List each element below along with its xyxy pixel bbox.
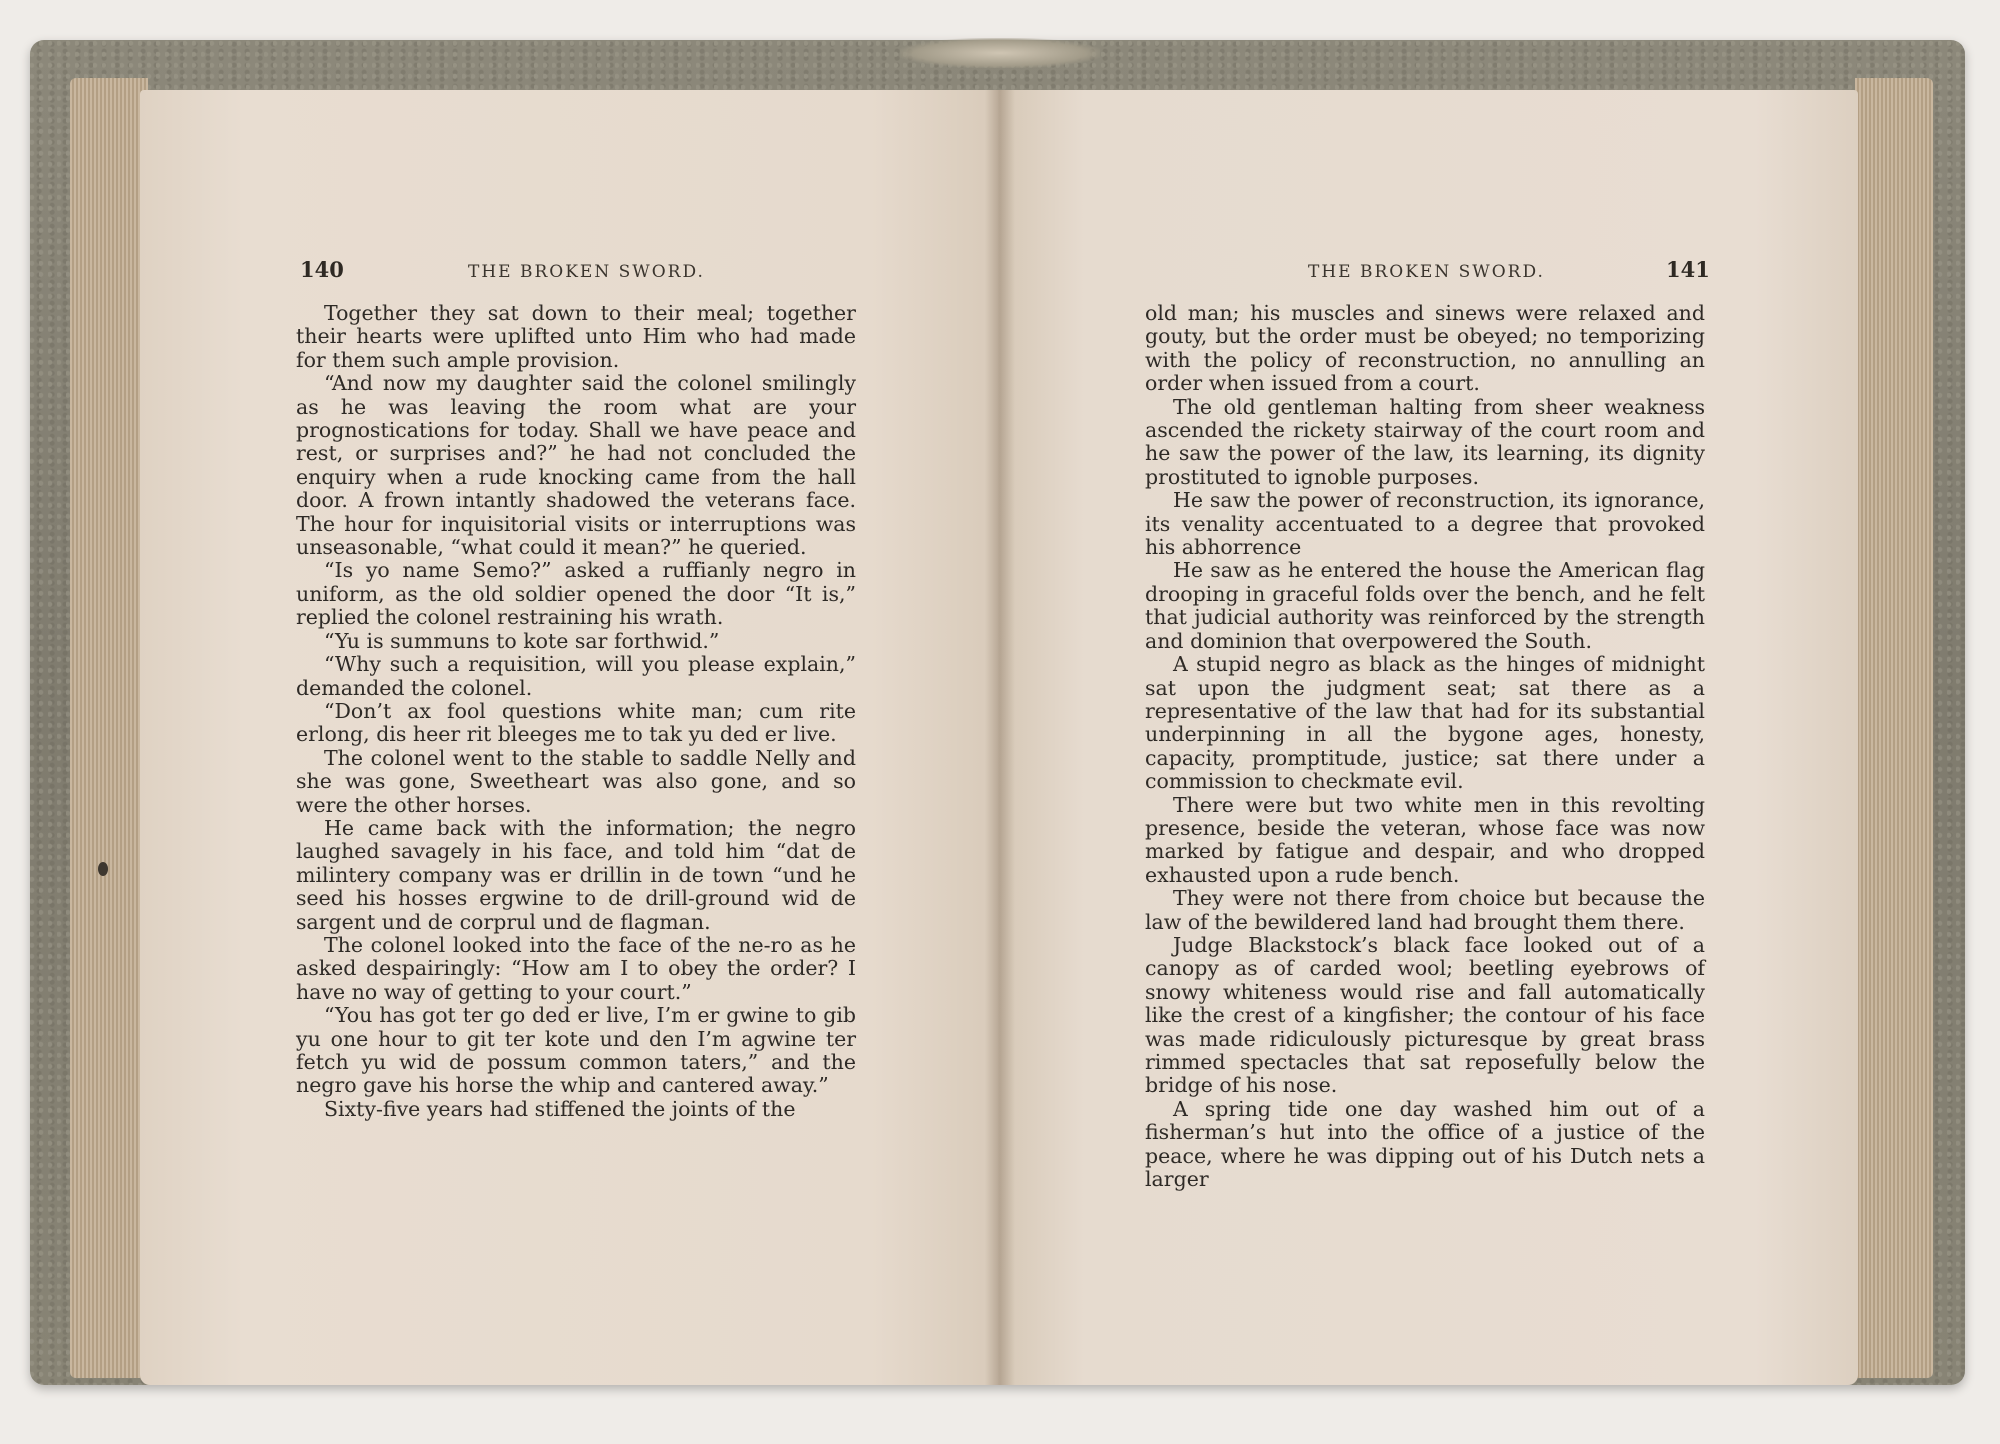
paragraph: “Is yo name Semo?” asked a ruffianly negro in uniform, as the old soldier opened the door “It is,” replied the colonel restraining his wrath. (296, 558, 856, 630)
paragraph: “Why such a requisition, will you please explain,” demanded the colonel. (296, 652, 856, 700)
left-page-number: 140 (300, 257, 344, 282)
paragraph: “Yu is summuns to kote sar forthwid.” (324, 628, 720, 653)
paragraph-continuation: old man; his muscles and sinews were relaxed and gouty, but the order must be obeyed; no temporizing with the policy of reconstruction, no annulling an order when issued from a court. (1145, 301, 1705, 396)
right-page-text (1145, 302, 1705, 1191)
paragraph: “Don’t ax fool questions white man; cum rite erlong, dis heer rit bleeges me to tak yu ded er live. (296, 698, 856, 747)
right-running-head: THE BROKEN SWORD. (1308, 262, 1545, 282)
paragraph: The colonel went to the stable to saddle Nelly and she was gone, Sweetheart was also gone, and so were the other horses. (296, 745, 856, 817)
right-page-edges (1855, 78, 1933, 1378)
paragraph: A stupid negro as black as the hinges of midnight sat upon the judgment seat; sat there as a representative of the law that had for its substantial underpinning in all the bygone ages, honesty, capacity, promptitude, justice; sat there under a commission to checkmate evil. (1145, 652, 1705, 794)
paragraph: Sixty-five years had stiffened the joints of the (324, 1096, 796, 1121)
left-page-edges (70, 78, 148, 1378)
paragraph: Judge Blackstock’s black face looked out of a canopy as of carded wool; beetling eyebrows of snowy whiteness would rise and fall automatically like the crest of a kingfisher; the contour of his face was made ridiculously picturesque by great brass rimmed spectacles that sat reposefully below the bridge of his nose. (1145, 932, 1705, 1098)
right-page-number: 141 (1666, 257, 1710, 282)
left-running-head: THE BROKEN SWORD. (468, 262, 705, 282)
ink-mark (98, 862, 108, 876)
paragraph: The old gentleman halting from sheer weakness ascended the rickety stairway of the court room and he saw the power of the law, its learning, its dignity prostituted to ignoble purposes. (1145, 394, 1705, 489)
paragraph: The colonel looked into the face of the ne-ro as he asked despairingly: “How am I to obey the order? I have no way of getting to your court.” (296, 932, 856, 1004)
paragraph: They were not there from choice but because the law of the bewildered land had brought them there. (1145, 886, 1705, 934)
paragraph: “And now my daughter said the colonel smilingly as he was leaving the room what are your prognostications for today. Shall we have peace and rest, or surprises and?” he had not concluded the enquiry when a rude knocking came from the hall door. A frown intantly shadowed the veterans face. The hour for inquisitorial visits or interruptions was unseasonable, “what could it mean?” he queried. (296, 371, 856, 560)
paragraph: Together they sat down to their meal; together their hearts were uplifted unto Him who had made for them such ample provision. (296, 301, 856, 372)
paragraph: “You has got ter go ded er live, I’m er gwine to gib yu one hour to git ter kote und den I’m agwine ter fetch yu wid de possum common taters,” and the negro gave his horse the whip and cantered away.” (296, 1003, 856, 1098)
paragraph: He saw the power of reconstruction, its ignorance, its venality accentuated to a degree that provoked his abhorrence (1145, 488, 1705, 560)
paragraph: There were but two white men in this revolting presence, beside the veteran, whose face was now marked by fatigue and despair, and who dropped exhausted upon a rude bench. (1145, 792, 1705, 887)
paragraph: He came back with the information; the negro laughed savagely in his face, and told him “dat de milintery company was er drillin in de town “und he seed his hosses ergwine to de drill-ground wid de sargent und de corprul und de flagman. (296, 815, 856, 934)
worn-spine (900, 38, 1100, 68)
paragraph: He saw as he entered the house the American flag drooping in graceful folds over the bench, and he felt that judicial authority was reinforced by the strength and dominion that overpowered the South. (1145, 558, 1705, 653)
paragraph: A spring tide one day washed him out of a fisherman’s hut into the office of a justice of the peace, where he was dipping out of his Dutch nets a larger (1145, 1096, 1705, 1192)
book-gutter (985, 90, 1015, 1385)
left-page-text (296, 302, 856, 1121)
